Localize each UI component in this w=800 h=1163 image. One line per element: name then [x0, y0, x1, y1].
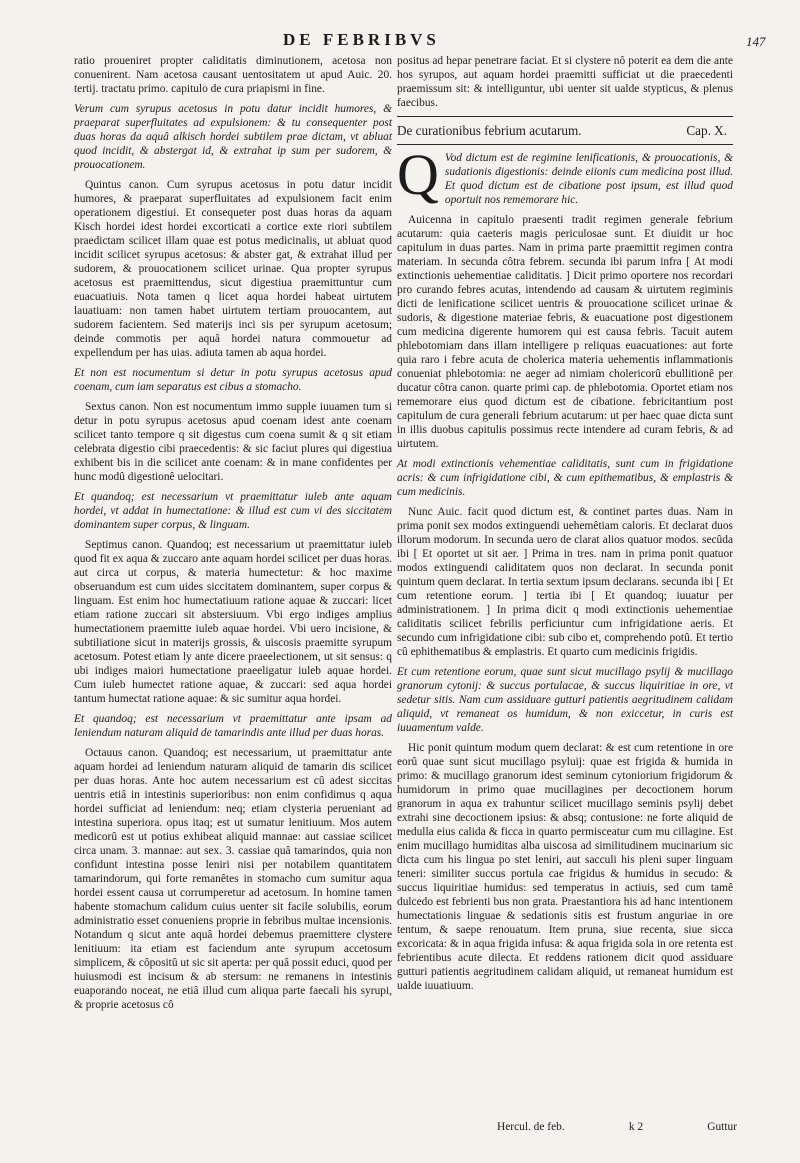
commentary-paragraph: Hic ponit quintum modum quem declarat: & est cum retentione in ore eorû quae sunt sicut mucillago psyluij: quae est frigida & humida in primo: & mucillago granorum idest seminum cytoniorium frigidorum & humidorum in primo quae mucillagines per decoctionem horum granorum in aqua ex trahuntur scilicet mucillago seminis psylij debet extrahi sine decoctionem ipsius: & absq; contusione: ne forte aliquid de medulla eius calida & ficca in quarto permisceatur cum mu cillagine. Est enim mucillago humiditas alba uiscosa ad similitudinem mucinarium sic dicta cum his lingua po stet leniri, aut sacculi his pleni super linguam teneri: similiter succus portula cae frigidus & humidus in secudo: & succus liquiritiae humidus: sed temperatus in actiuis, sed cum tamê dulcedo est febrienti bus non grata. Praestantiora his ad hanc intentionem humectationis linguae & sedationis sitis est frustum anguriae in ore tentum, & saepe renouatum. Item pruna, siue recenta, siue sicca excoricata: & in aqua frigida infusa: & aqua frigida sola in ore retenta est febrientibus acute dilecta. Et reddens rationem dicit quod assiduare gutturi patientis aegritudinem calidam aliquid, ut remaneat humidum est ualde iuuatiuum.: [397, 742, 733, 992]
drop-capital: Q: [397, 142, 439, 207]
lemma-paragraph: Et cum retentione eorum, quae sunt sicut mucillago psylij & mucillago granorum cytonij: & succus portulacae, & succus liquiritiae in ore, vt sedetur sitis. Nam cum assiduare gutturi patientis aegritudinem calidam aliquid, vt remaneat os humidum, & non exiccetur, in curis est iuuamentum valde.: [397, 666, 733, 734]
footer-book-title: Hercul. de feb.: [497, 1121, 565, 1133]
commentary-paragraph: Nunc Auic. facit quod dictum est, & continet partes duas. Nam in prima ponit sex modos extinguendi uehemêtiam caloris. Et declarat duos illorum modorum. In secunda uero de clarat alios quatuor modos. secûda ibi [ Et oportet ut sit aer. ] Prima in tres. nam in prima ponit quatuor modos extinguendi caliditatem quos non declarat. In secunda ponit quintum quem declarat. In tertia sextum ipsum declarans. secunda ibi [ Et cum retentione eorum. ] tertia ibi [ Et quandoq; iuuatur per administrationem. ] In prima dicit q modi extinctionis uehementiae caliditatis scilicet febrilis perficiuntur cum infrigidatione aeris. Et secundo cum infrigidatione cibi: sub cibo et, comprehendo potû. Et tertio cû ephithematibus & emplastris. Et quarto cum medicinis frigidis.: [397, 506, 733, 658]
commentary-paragraph: Auicenna in capitulo praesenti tradit regimen generale febrium acutarum: quia caeteris magis periculosae sunt. Et diuidit ur hoc capitulum in duas partes. Nam in prima parte praemittit regimen contra materiam. In secunda côtra febrem. secunda ibi parum infra [ At modi extinctionis uehementiae caliditatis. ] Dicit primo oportere nos recordari pro curando febres acutas, intendendo ad causam & uirtutem regiminis dicti de lenificatione scilicet uentris & prouocatione scilicet urinae & sudoris, & digestione materiae febris, & euacuatione post digestionem cum medicina digerente humorem qui est causa febris. Tacuit autem phlebotomiam dans illam intelligere p reliquas euacuationes: aut forte quia raro i febre acuta de cholerica materia uehementis inflammationis conueniat phlebotomia: ne aeger ad nimiam cholericorû ebullitionê per ducatur côtra canon. quarte primi cap. de phlebotomia. Oportet etiam nos rememorare eius quod dictum est de cibatione. febricitantium post capitulum de cura generali febrium acutarum: ut per haec quae dicta sunt in illis duobus capitulis possimus recte intendere ad curam febris, & ad uirtutem.: [397, 214, 733, 450]
lemma-paragraph: Et non est nocumentum si detur in potu syrupus acetosus apud coenam, cum iam separatus est cibus a stomacho.: [74, 367, 392, 393]
lemma-paragraph: Et quandoq; est necessarium vt praemittatur iuleb ante aquam hordei, vt addat in humectatione: & illud est cum vi des siccitatem dominantem super corpus, & linguam.: [74, 491, 392, 531]
page-footer: [497, 1121, 737, 1133]
chapter-rule: [397, 144, 733, 145]
signature-mark: k 2: [628, 1121, 644, 1133]
commentary-paragraph: Quintus canon. Cum syrupus acetosus in potu datur incidit humores, & praeparat superfluitates ad expulsionem facit enim operationem digestiui. Et consequeter post duas horas da aquam Kisch hordei idest hordei excorticati a cortice exte riori subtilem praedictam scilicet illam quae est potus medicinalis, ut abluat quod incidit scilicet syrupus acetosus: & abster gat, & extrahat illud per sudorem, & prouocationem scilicet urinae. Qua propter syrupus acetosus est praemittendus, sicut digestiua praemittuntur cum euacuatiuis. Nota tamen q licet aqua hordei habeat uirtutem lauatiuam: non tamen habet uirtutem tertiam prouocantem, aut sudorem facientem. Sed materijs inci sis per syrupum acetosum; deinde commotis per aquâ hordei natura commouetur ad expellendum per has uias. adiuta tamen ab aqua hordei.: [74, 179, 392, 359]
running-title: DE FEBRIBVS: [283, 30, 440, 49]
catchword: Guttur: [707, 1121, 737, 1133]
left-column: [74, 54, 392, 1018]
commentary-paragraph: Octauus canon. Quandoq; est necessarium, ut praemittatur ante aquam hordei ad leniendum naturam aliquid de tamarin dis scilicet per duas horas. Ante hoc autem necessarium est cû adest siccitas uentris etiâ in intestinis superioribus: non enim confidimus q aqua hordei sufficiat ad leniendum: neq; etiam clysteria perueniant ad intestina superiora. opus itaq; est ut sumatur lenitiuum. Mos autem medicorû est ut potius exhibeat aliquid mannae: aut cassiae scilicet circa unam. 3. mannae: aut sex. 3. cassiae quâ tamarindos, quia non confidunt intestina posse leniri nisi per notabilem quantitatem tamarindorum, qui forte remanêtes in stomacho cum sumitur aqua hordei essent causa ut corrumperetur ad acetosum. In homine tamen habente stomachum calidum cuius uenter sit facile solubilis, eorum administratio esset conueniens proprie in febribus multae incensionis. Notandum q sicut ante aquâ hordei debemus praemittere clystere lenitiuum: ita etiam est faciendum ante syrupum accetosum simplicem, & côpositû ut sic sit aperta: per quâ possit educi, quod per huiusmodi est incisum & ab stersum: ne remanens in intestinis euaporando noceat, ne etiâ illud cum aliqua parte faecali his syrupi, & proprie acetosus cô: [74, 747, 392, 1011]
opening-lemma: [397, 142, 733, 207]
paragraph: ratio proueniret propter caliditatis diminutionem, acetosa non conuenirent. Nam acetosa causant uentositatem ut apud Auic. 20. tertij. tractatu primo. capitulo de cura priapismi in fine.: [74, 55, 392, 95]
lemma-paragraph: Verum cum syrupus acetosus in potu datur incidit humores, & praeparat superfluitates ad expulsionem: & tu consequenter post duas horas da aquâ alkisch hordei subtilem prae dictam, vt abluat quod incidit, & abstergat id, & extrahat ip sum per sudorem, & prouocationem.: [74, 103, 392, 171]
commentary-paragraph: Septimus canon. Quandoq; est necessarium ut praemittatur iuleb quod fit ex aqua & zuccaro ante aquam hordei scilicet per duas horas. aut circa ut corpus, & materia humectetur: & hoc maxime obseruandum est cum uides siccitatem dominantem, super corpus & linguam. Est enim hoc humectatiuum ratione aquae & zuccari: licet etiam ratione zuccari sit abstersiuum. Vbi ergo indiges amplius humectationem praemitte iuleb aquae hordei. Vbi uero incisione, & subtiliatione sicut in materijs grossis, & uiscosis praemitte syrupum acetosum. Potest etiam ly ante dicere praeelectionem, ut sit sensus: q ubi indiges maiori humectatione praeeligatur iuleb aquae hordei. Cum iuleb humectet ratione aquae, & zuccari: sed aqua hordei tantum humectat ratione aquae: & sic sumitur aqua hordei.: [74, 539, 392, 705]
lemma-paragraph: At modi extinctionis vehementiae caliditatis, sunt cum in frigidatione acris: & cum infrigidatione cibi, & cum epithematibus, & emplastris & cum medicinis.: [397, 458, 733, 498]
folio-number: 147: [746, 34, 766, 49]
commentary-paragraph: Sextus canon. Non est nocumentum immo supple iuuamen tum si detur in potu syrupus acetosus apud coenam idest ante coenam scilicet tanto tempore q sit digestus cum coena sumit & q sit etiam celebrata digestio cibi praecedentis: & sic faciut plures qui digestiua exhibent bis in die scilicet ante coenam: & in mane confidentes per hunc modû digestionê uelocitari.: [74, 401, 392, 483]
chapter-title: De curationibus febrium acutarum.: [397, 123, 582, 138]
opening-text: Vod dictum est de regimine lenificationis, & prouocationis, & sudationis digestionis: deinde eiionis cum medicina post illud. Et quod dictum est de cibatione post ipsum, est illud quod oportuit nos rememorare hic.: [444, 152, 733, 206]
chapter-heading: [397, 123, 733, 139]
continuation-paragraph: positus ad hepar penetrare faciat. Et si clystere nô poterit ea dem die ante hos syrupos, aut aquam hordei praemitti sufficiat ut die praecedenti praemissum sit: & intelliguntur, ubi uenter sit ualde stypticus, & plenus faecibus.: [397, 55, 733, 109]
right-column: [397, 54, 733, 999]
lemma-paragraph: Et quandoq; est necessarium vt praemittatur ante ipsam ad leniendum naturam aliquid de tamarindis ante illud per duas horas.: [74, 713, 392, 739]
chapter-number: Cap. X.: [686, 123, 727, 138]
chapter-rule: [397, 116, 733, 117]
